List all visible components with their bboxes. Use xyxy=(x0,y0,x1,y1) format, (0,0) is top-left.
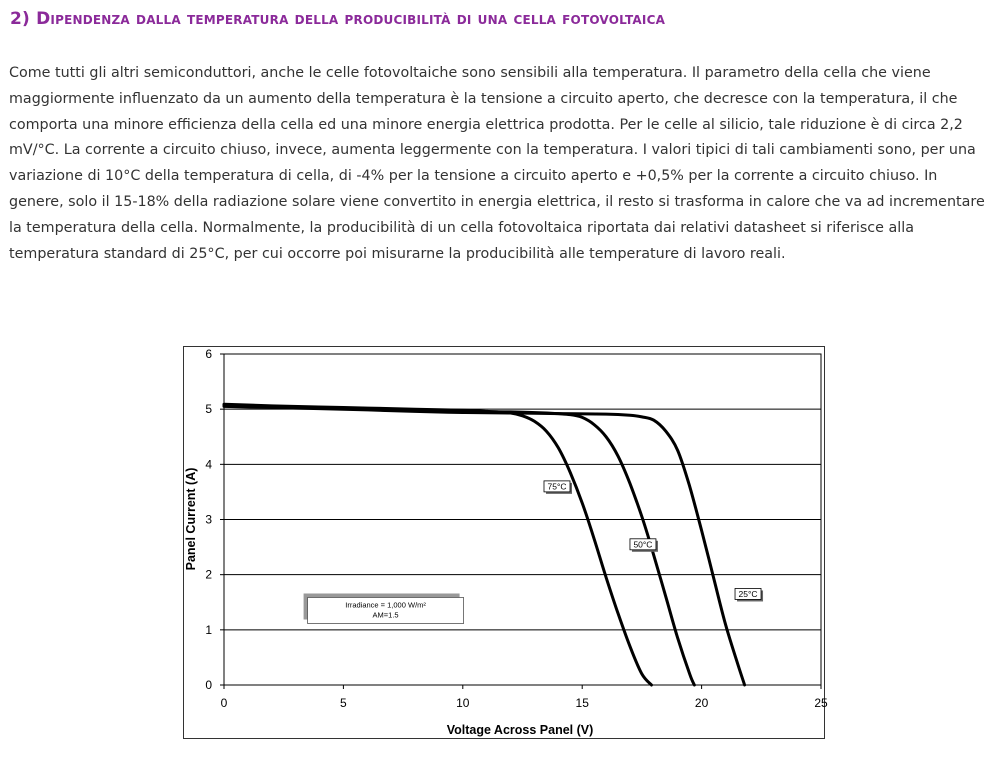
irradiance-annotation xyxy=(304,593,464,623)
curve-label-50c: 50°C xyxy=(633,539,653,550)
y-tick-label: 6 xyxy=(205,347,212,361)
x-tick-label: 10 xyxy=(456,696,470,710)
y-tick-label: 1 xyxy=(205,622,212,637)
x-axis-title: Voltage Across Panel (V) xyxy=(446,723,594,737)
chart-gridlines xyxy=(224,354,821,685)
x-tick-label: 5 xyxy=(340,696,347,710)
y-axis-title: Panel Current (A) xyxy=(184,467,198,571)
x-tick-label: 25 xyxy=(814,696,828,710)
y-tick-label: 2 xyxy=(205,567,212,582)
y-tick-label: 5 xyxy=(205,402,212,417)
x-tick-label: 15 xyxy=(575,696,589,710)
y-tick-label: 0 xyxy=(205,678,212,692)
y-tick-label: 3 xyxy=(205,512,212,527)
curve-label-75c: 75°C xyxy=(547,481,567,492)
x-tick-label: 0 xyxy=(220,696,228,710)
iv-curve-figure xyxy=(183,346,828,739)
body-paragraph: Come tutti gli altri semiconduttori, anche le celle fotovoltaiche sono sensibili alla temperatura. Il parametro della cella che viene maggiormente influenzato da un aumento della temperatura è la tensione a circuito aperto, che decresce con la temperatura, il che comporta una minore efficienza della cella ed una minore energia elettrica prodotta. Per le celle al silicio, tale riduzione è di circa 2,2 mV/°C. La corrente a circuito chiuso, invece, aumenta leggermente con la temperatura. I valori tipici di tali cambiamenti sono, per una variazione di 10°C della temperatura di cella, di -4% per la tensione a circuito aperto e +0,5% per la corrente a circuito chiuso. In genere, solo il 15-18% della radiazione solare viene convertito in energia elettrica, il resto si trasforma in calore che va ad incrementare la temperatura della cella. Normalmente, la producibilità di un cella fotovoltaica riportata dai relativi datasheet si riferisce alla temperatura standard di 25°C, per cui occorre poi misurarne la producibilità alle temperature di lavoro reali. xyxy=(9,65,985,262)
section-heading: 2) Dipendenza dalla temperatura della producibilità di una cella fotovoltaica xyxy=(10,9,666,29)
y-tick-label: 4 xyxy=(205,457,212,472)
annotation-line-2: AM=1.5 xyxy=(372,610,399,620)
curve-label-25c: 25°C xyxy=(738,588,758,599)
x-tick-label: 20 xyxy=(694,696,709,710)
annotation-line-1: Irradiance = 1,000 W/m² xyxy=(345,600,426,610)
iv-curve-chart xyxy=(184,347,828,738)
